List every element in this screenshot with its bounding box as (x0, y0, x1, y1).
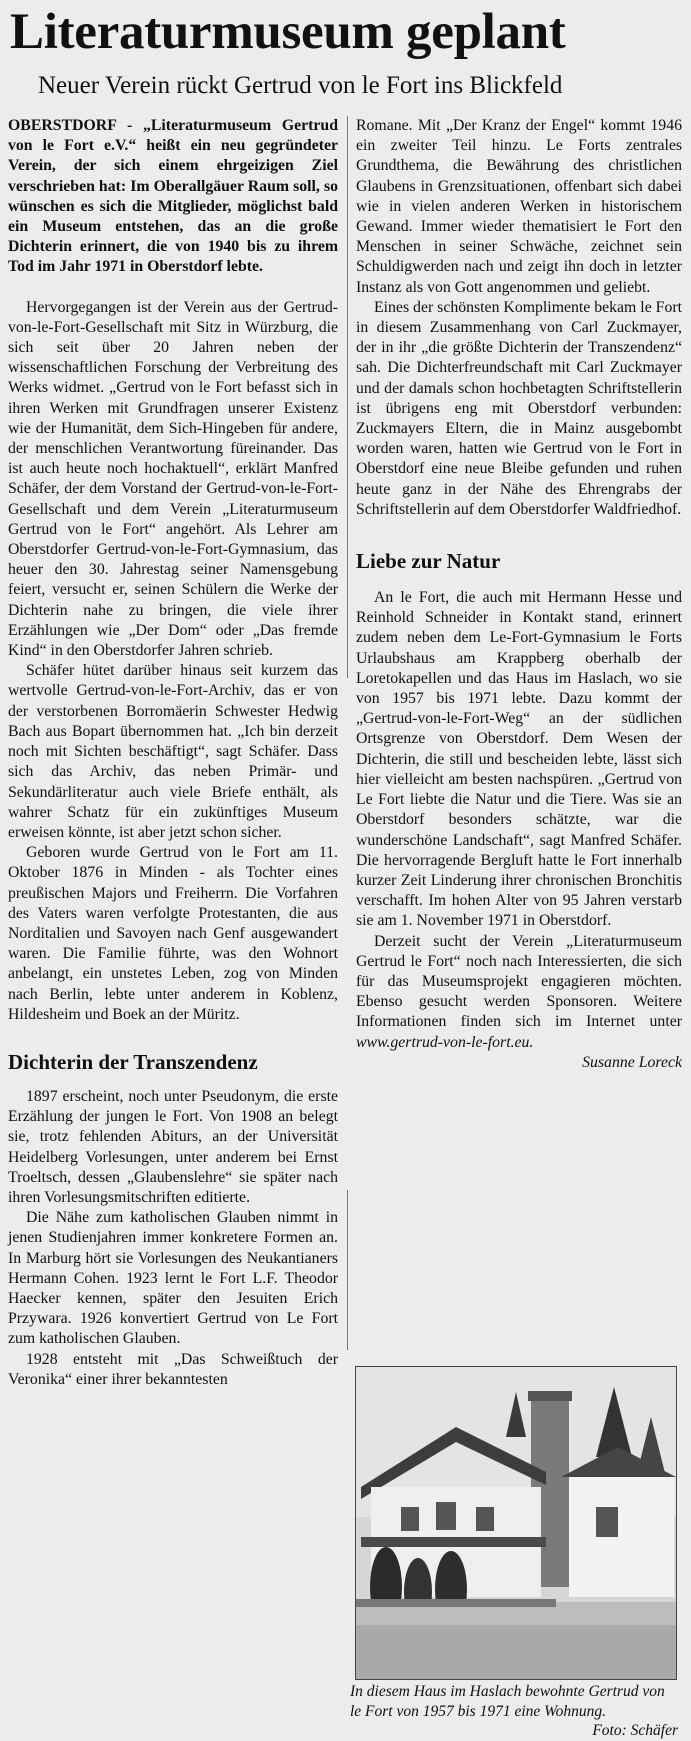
column-right (356, 116, 682, 1073)
column-divider (347, 116, 348, 678)
body-paragraph: Geboren wurde Gertrud von le Fort am 11. Oktober 1876 in Minden - als Tochter eines preußischen Majors und Freiherrn. Die Vorfahren des Vaters waren verfolgte Protestanten, die aus Norditalien und Savoyen nach Genf ausgewandert waren. Die Familie führte, was den Wohnort anbelangt, ein unstetes Leben, zog von Minden nach Berlin, lebte unter anderem in Koblenz, Hildesheim und Boek an der Müritz. (8, 844, 338, 1023)
subheadline: Neuer Verein rückt Gertrud von le Fort ins Blickfeld (38, 72, 563, 99)
section-heading: Liebe zur Natur (356, 549, 501, 574)
website-link[interactable]: www.gertrud-von-le-fort.eu. (356, 1033, 534, 1051)
caption-text: In diesem Haus im Haslach bewohnte Gertrud von le Fort von 1957 bis 1971 eine Wohnung. (350, 1683, 665, 1720)
body-paragraph: Eines der schönsten Komplimente bekam le Fort in diesem Zusammenhang von Carl Zuckmayer, der in ihr „die größte Dichterin der Transzendenz“ sah. Die Dichterfreundschaft mit Carl Zuckmayer und der damals schon hochbetagten Schriftstellerin ist übrigens eng mit Oberstdorf verbunden: Zuckmayers Eltern, die in Mainz ausgebombt worden waren, hatten wie Gertrud von le Fort in Oberstdorf eine neue Bleibe gefunden und ruhen heute ganz in der Nähe des Ehrengrabs der Schriftstellerin auf dem Oberstdorfer Waldfriedhof. (356, 298, 682, 518)
column-divider-lower (347, 1190, 348, 1350)
photo-caption (350, 1682, 678, 1741)
body-paragraph: Die Nähe zum katholischen Glauben nimmt in jenen Studienjahren immer konkretere Formen an. In Marburg hört sie Vorlesungen des Neukantianers Hermann Cohen. 1923 lernt le Fort L.F. Theodor Haecker kennen, später den Jesuiten Erich Przywara. 1926 konvertiert Gertrud von Le Fort zum katholischen Glauben. (8, 1209, 338, 1348)
column-left (8, 116, 338, 1390)
body-paragraph: Hervorgegangen ist der Verein aus der Gertrud-von-le-Fort-Gesellschaft mit Sitz in Würzburg, die sich seit über 20 Jahren neben der wissenschaftlichen Forschung der Verbreitung des Werks widmet. „Gertrud von le Fort befasst sich in ihren Werken mit Grundfragen unserer Existenz wie der Humanität, dem Sich-Hingeben für andere, der menschlichen Verantwortung füreinander. Das ist auch heute noch hochaktuell“, erklärt Manfred Schäfer, der dem Vorstand der Gertrud-von-le-Fort-Gesellschaft und dem Verein „Literaturmuseum Gertrud von le Fort“ angehört. Als Lehrer am Oberstdorfer Gertrud-von-le-Fort-Gymnasium, das heuer den 30. Jahrestag seiner Namensgebung feiert, versucht er, seinen Schülern die Werke der Dichterin nahe zu bringen, die viele ihrer Erzählungen wie „Der Dom“ oder „Das fremde Kind“ in den Oberstdorfer Jahren schrieb. (8, 298, 338, 660)
body-paragraph (356, 932, 682, 1053)
closing-text: Derzeit sucht der Verein „Literaturmuseum Gertrud le Fort“ noch nach Interessierten, die sich für das Museumsprojekt engagieren möchten. Ebenso gesucht werden Sponsoren. Weitere Informationen finden sich im Internet unter (356, 932, 682, 1031)
house-photo-image (356, 1367, 676, 1679)
headline: Literaturmuseum geplant (10, 4, 566, 60)
house-photo (355, 1366, 677, 1680)
author-byline: Susanne Loreck (582, 1053, 682, 1071)
body-paragraph: Romane. Mit „Der Kranz der Engel“ kommt 1946 ein zweiter Teil hinzu. Le Forts zentrales Grundthema, die Bewährung des christlichen Glaubens in Grenzsituationen, offenbart sich dabei wie in vielen anderen Werken in historischem Gewand. Immer wieder thematisiert le Fort den Menschen in seiner Schwäche, zeichnet sein Schuldigwerden nach und zeigt ihn doch in letzter Instanz als von Gott angenommen und geliebt. (356, 117, 682, 296)
section-heading: Dichterin der Transzendenz (8, 1049, 258, 1074)
body-paragraph: An le Fort, die auch mit Hermann Hesse und Reinhold Schneider in Kontakt stand, erinnert zudem neben dem Le-Fort-Gymnasium le Forts Urlaubshaus am Krappberg oberhalb der Loretokapellen und das Haus im Haslach, wo sie von 1957 bis 1971 lebte. Dazu kommt der „Gertrud-von-le-Fort-Weg“ an der südlichen Ortsgrenze von Oberstdorf. Dem Wesen der Dichterin, die still und bescheiden lebte, lässt sich hier vielleicht am besten nachspüren. „Gertrud von Le Fort liebte die Natur und die Tiere. Was sie an Oberstdorf besonders schätzte, war die wunderschöne Landschaft“, sagt Manfred Schäfer. Die hervorragende Bergluft hatte le Fort innerhalb kurzer Zeit Linderung ihrer chronischen Bronchitis verschafft. Im hohen Alter von 95 Jahren verstarb sie am 1. November 1971 in Oberstdorf. (356, 589, 682, 930)
body-paragraph: 1897 erscheint, noch unter Pseudonym, die erste Erzählung der jungen le Fort. Von 1908 an belegt sie, trotz fehlenden Abiturs, an der Universität Heidelberg Vorlesungen, unter anderem bei Ernst Troeltsch, dessen „Glaubenslehre“ sie später nach ihren Vorlesungsmitschriften editierte. (8, 1087, 338, 1206)
photo-credit: Foto: Schäfer (592, 1722, 678, 1739)
body-paragraph: 1928 entsteht mit „Das Schweißtuch der Veronika“ einer ihrer bekanntesten (8, 1350, 338, 1388)
body-paragraph: Schäfer hütet darüber hinaus seit kurzem das wertvolle Gertrud-von-le-Fort-Archiv, das er von der verstorbenen Borromäerin Schwester Hedwig Bach aus Bopart übernommen hat. „Ich bin derzeit noch mit Sichten beschäftigt“, sagt Schäfer. Dass sich das Archiv, das neben Primär- und Sekundärliteratur auch viele Briefe enthält, als wahrer Schatz für ein zukünftiges Museum erweisen könnte, ist aber jetzt schon sicher. (8, 662, 338, 841)
lead-paragraph: OBERSTDORF - „Literaturmuseum Gertrud von le Fort e.V.“ heißt ein neu gegründeter Verein, der sich einem ehrgeizigen Ziel verschrieben hat: Im Oberallgäuer Raum soll, so wünschen es sich die Mitglieder, möglichst bald ein Museum entstehen, das an die große Dichterin erinnert, die von 1940 bis zu ihrem Tod im Jahr 1971 in Oberstdorf lebte. (8, 117, 338, 276)
